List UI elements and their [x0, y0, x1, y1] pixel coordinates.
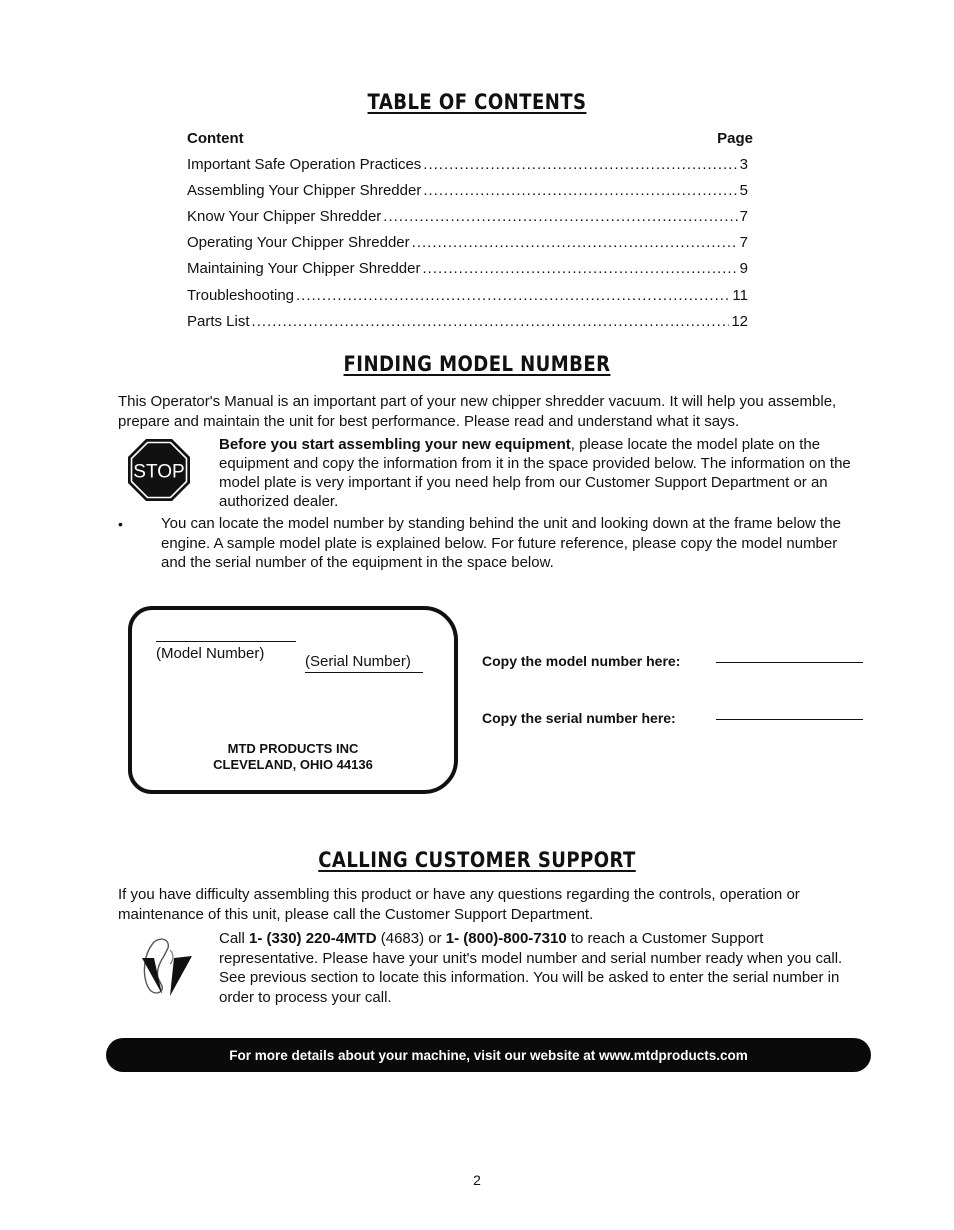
toc-entry-page: 11 [732, 287, 748, 304]
toc-dot-leader [423, 156, 737, 173]
toc-entry [187, 313, 748, 333]
toc-dot-leader [412, 234, 738, 251]
phone-number-2: 1- (800)-800-7310 [445, 930, 567, 947]
copy-serial-line[interactable] [716, 719, 863, 720]
stop-notice-bold: Before you start assembling your new equipment [219, 436, 571, 453]
phone-number-1: 1- (330) 220-4MTD [249, 930, 377, 947]
toc-content-header: Content [187, 130, 244, 147]
phone-handset-icon [140, 934, 194, 1000]
plate-company: MTD PRODUCTS INC [227, 741, 359, 756]
toc-entry-label: Operating Your Chipper Shredder [187, 234, 410, 251]
toc-entry [187, 182, 748, 202]
toc-dot-leader [252, 313, 730, 330]
bullet-dot: • [118, 516, 123, 532]
toc-dot-leader [296, 287, 730, 304]
toc-dot-leader [423, 182, 737, 199]
support-intro: If you have difficulty assembling this product or have any questions regarding the controls, operation or maintenance of this unit, please call the Customer Support Department. [118, 886, 800, 923]
copy-model-line[interactable] [716, 662, 863, 663]
toc-entry-page: 7 [739, 208, 748, 225]
toc-entry-page: 9 [739, 260, 748, 277]
model-plate [128, 606, 458, 794]
page-number: 2 [473, 1172, 481, 1188]
toc-entry-label: Know Your Chipper Shredder [187, 208, 382, 225]
toc-entry-label: Parts List [187, 313, 250, 330]
model-section-title: FINDING MODEL NUMBER [343, 352, 611, 376]
serial-number-line [305, 672, 423, 673]
toc-entry-label: Assembling Your Chipper Shredder [187, 182, 422, 199]
toc-entry-page: 3 [739, 156, 748, 173]
stop-notice-text: , please locate the model plate on the equipment and copy the information from it in the space provided below. The information on the model plate is very important if you need help from our Customer Support Department or an authorized dealer. [219, 436, 851, 510]
stop-sign-icon [127, 438, 191, 502]
toc-page-header: Page [717, 130, 753, 147]
serial-number-label: (Serial Number) [305, 653, 411, 670]
toc-entry-label: Troubleshooting [187, 287, 295, 304]
toc-entry-label: Maintaining Your Chipper Shredder [187, 260, 421, 277]
stop-sign-text: STOP [133, 461, 185, 483]
toc-dot-leader [383, 208, 737, 225]
toc-entry [187, 260, 748, 280]
website-banner-text: For more details about your machine, visit our website at www.mtdproducts.com [229, 1047, 748, 1063]
toc-dot-leader [423, 260, 738, 277]
stop-notice [219, 435, 859, 511]
toc-entry [187, 234, 748, 254]
website-banner [106, 1038, 871, 1072]
plate-city: CLEVELAND, OHIO 44136 [213, 757, 373, 772]
model-number-line [156, 641, 296, 642]
toc-entry-label: Important Safe Operation Practices [187, 156, 422, 173]
toc-entry-page: 12 [731, 313, 748, 330]
copy-model-label: Copy the model number here: [482, 653, 681, 669]
model-intro: This Operator's Manual is an important part of your new chipper shredder vacuum. It will help you assemble, prepare and maintain the unit for best performance. Please read and understand what it says. [118, 393, 837, 430]
copy-serial-label: Copy the serial number here: [482, 710, 676, 726]
toc-entry [187, 287, 748, 307]
support-section-title: CALLING CUSTOMER SUPPORT [318, 848, 636, 872]
toc-title: TABLE OF CONTENTS [367, 90, 587, 114]
support-call-text: Call 1- (330) 220-4MTD (4683) or 1- (800)-800-7310 to reach a Customer Support representative. Please have your unit's model number and serial number ready when you call. See previous section to locate this information. You will be asked to enter the serial number in order to process your call. [219, 930, 843, 1006]
toc-entry [187, 208, 748, 228]
toc-entry-page: 7 [739, 234, 748, 251]
bullet-text: You can locate the model number by standing behind the unit and looking down at the frame below the engine. A sample model plate is explained below. For future reference, please copy the model number and the serial number of the equipment in the space below. [161, 515, 841, 571]
model-number-label: (Model Number) [156, 645, 265, 662]
toc-entry-page: 5 [739, 182, 748, 199]
toc-entry [187, 156, 748, 176]
